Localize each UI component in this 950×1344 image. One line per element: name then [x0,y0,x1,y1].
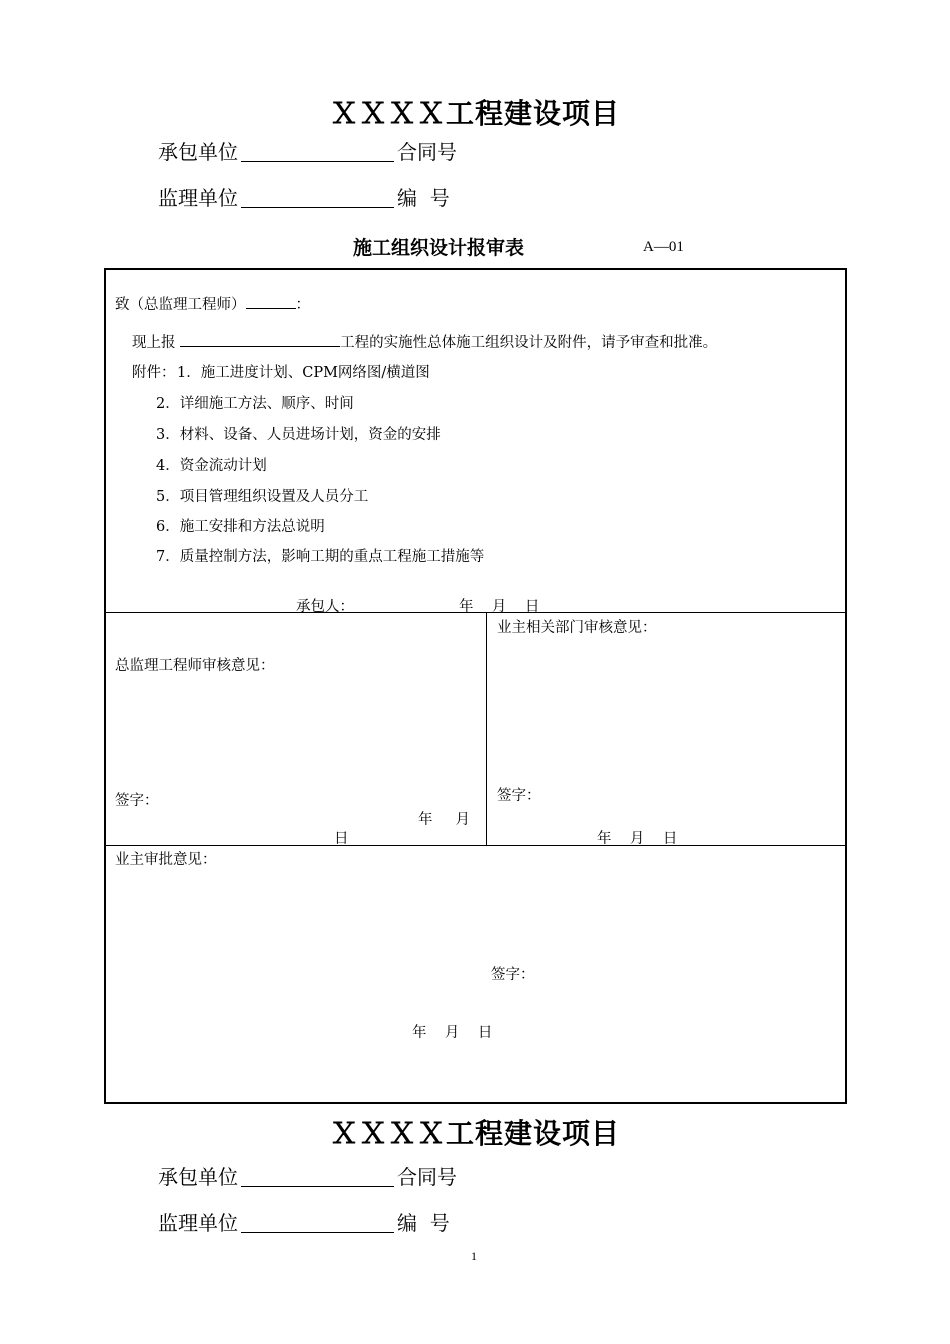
to-prefix: 致（总监理工程师） [115,297,246,313]
contract-no-label: 合同号 [397,140,457,164]
supervisor-row [158,182,450,211]
attachment-item: 2．详细施工方法、顺序、时间 [156,396,354,412]
attachment-item: 6．施工安排和方法总说明 [156,519,325,535]
form-code: A—01 [643,239,684,255]
report-suffix: 工程的实施性总体施工组织设计及附件，请予审查和批准。 [340,335,718,351]
form-table [104,268,847,1104]
contractor-sign-label: 承包人： [296,599,354,615]
supervisor-blank[interactable] [241,1212,394,1233]
engineer-blank[interactable] [246,294,296,309]
owner-dept-sign-date: 年 月 日 [597,831,678,847]
contractor-row [158,136,457,165]
project-title-repeat: ＸＸＸＸ工程建设项目 [329,1117,620,1150]
project-blank[interactable] [180,332,340,347]
to-suffix: ： [295,297,310,313]
attachment-item: 5．项目管理组织设置及人员分工 [156,489,369,505]
contract-no-label: 合同号 [397,1165,457,1189]
project-title: ＸＸＸＸ工程建设项目 [329,97,620,130]
owner-dept-sign-label: 签字： [497,788,541,804]
number-label: 编 号 [397,186,450,210]
owner-approval-sign-label: 签字： [491,967,535,983]
chief-sign-date-ym: 年 月 [418,812,471,828]
contractor-blank[interactable] [241,1166,394,1187]
attachments-label: 附件： [132,365,176,381]
report-line [132,331,717,352]
row-divider [106,612,845,613]
report-prefix: 现上报 [132,335,176,351]
form-title: 施工组织设计报审表 [353,237,525,259]
chief-sign-label: 签字： [115,793,159,809]
owner-approval-label: 业主审批意见： [115,852,217,868]
supervisor-row-repeat [158,1207,450,1236]
owner-dept-opinion-label: 业主相关部门审核意见： [497,620,657,636]
contractor-label: 承包单位 [158,140,238,164]
supervisor-label: 监理单位 [158,186,238,210]
supervisor-blank[interactable] [241,187,394,208]
attachment-item: 4．资金流动计划 [156,458,267,474]
column-divider [486,612,487,845]
supervisor-label: 监理单位 [158,1211,238,1235]
chief-opinion-label: 总监理工程师审核意见： [115,658,275,674]
attachment-item: 3．材料、设备、人员进场计划，资金的安排 [156,427,441,443]
contractor-sign-date: 年 月 日 [459,599,540,615]
number-label: 编 号 [397,1211,450,1235]
contractor-label: 承包单位 [158,1165,238,1189]
chief-sign-date-d: 日 [334,831,349,847]
row-divider [106,845,845,846]
attachment-item: 7．质量控制方法，影响工期的重点工程施工措施等 [156,549,485,565]
contractor-blank[interactable] [241,141,394,162]
to-line [115,293,310,314]
page-number: 1 [471,1249,477,1263]
contractor-row-repeat [158,1161,457,1190]
owner-approval-date: 年 月 日 [412,1025,493,1041]
attachment-item: 1．施工进度计划、CPM网络图/横道图 [177,365,430,381]
